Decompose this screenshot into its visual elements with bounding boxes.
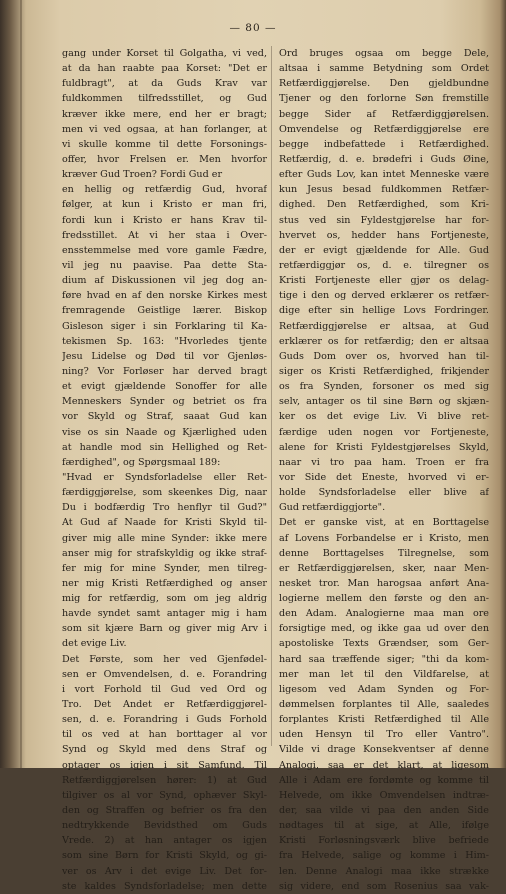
text-line: er Retfærdiggjørelsen, sker, naar Men-	[279, 562, 489, 574]
text-line: tige i den og derved erklærer os retfær-	[279, 290, 489, 302]
text-line: kræver Gud Troen? Fordi Gud er	[62, 169, 223, 181]
page-number: — 80 —	[229, 22, 277, 34]
text-line: tilgiver os al vor Synd, ophæver Skyl-	[62, 789, 267, 801]
text-line: apostoliske Texts Grændser, som Ger-	[279, 638, 489, 650]
text-line: gang under Korset til Golgatha, vi ved,	[62, 48, 267, 59]
text-line: en hellig og retfærdig Gud, hvoraf	[62, 184, 267, 196]
text-line: sen er Omvendelsen, d. e. Forandring	[62, 668, 267, 680]
text-line: Alle i Adam ere fordømte og komme til	[279, 774, 489, 786]
text-line: fremragende Geistlige lærer. Biskop	[62, 305, 267, 317]
text-line: begge Sider af Retfærdiggjørelsen.	[279, 108, 489, 120]
text-line: stus ved sin Fyldestgjørelse har for-	[279, 214, 489, 226]
text-line: holde Syndsforladelse eller blive af	[279, 487, 489, 499]
text-line: vil jeg nu paavise. Paa dette Sta-	[62, 259, 267, 271]
text-line: altsaa i samme Betydning som Ordet	[279, 63, 489, 75]
text-line: os fra Synden, forsoner os med sig	[279, 381, 489, 393]
text-line: dige efter sin hellige Lovs Fordringer.	[279, 305, 489, 317]
text-line: men vi ved ogsaa, at han forlanger, at	[62, 123, 267, 135]
text-line: vi skulle komme til dette Forsonings-	[62, 138, 267, 150]
text-line: forsigtige med, og ikke gaa ud over den	[279, 623, 489, 635]
text-line: Kristi Fortjeneste eller gjør os delag-	[279, 275, 489, 287]
text-line: efter Guds Lov, kan intet Menneske være	[279, 169, 489, 181]
text-line: logierne mellem den første og den an-	[279, 593, 489, 605]
text-line: mer man let til den Vildfarelse, at	[279, 668, 489, 680]
text-line: færdiggjørelse, som skeenkes Dig, naar	[62, 487, 267, 499]
text-line: ensstemmelse med vore gamle Fædre,	[62, 244, 267, 256]
text-line: i vort Forhold til Gud ved Ord og	[62, 683, 267, 695]
text-line: optager os igjen i sit Samfund. Til	[62, 759, 267, 771]
text-line: forplantes Kristi Retfærdighed til Alle	[279, 714, 489, 726]
book-gutter	[20, 0, 22, 768]
text-line: Analogi, saa er det klart, at ligesom	[279, 759, 489, 771]
text-line: ste kaldes Syndsforladelse; men dette	[62, 880, 267, 892]
text-line: at handle mod sin Hellighed og Ret-	[62, 441, 267, 453]
text-line: havde syndet samt antager mig i ham	[62, 608, 267, 620]
text-line: føre hvad en af den norske Kirkes mest	[62, 290, 267, 302]
text-line: nesket tror. Man harogsaa anført Ana-	[279, 577, 489, 589]
text-line: som sine Børn for Kristi Skyld, og gi-	[62, 850, 267, 862]
text-line: giver mig alle mine Synder: ikke mere	[62, 532, 267, 544]
text-line: Guds Dom over os, hvorved han til-	[279, 350, 489, 362]
text-line: At Gud af Naade for Kristi Skyld til-	[62, 517, 267, 529]
text-line: ning? Vor Forløser har derved bragt	[62, 365, 267, 377]
text-line: Vrede. 2) at han antager os igjen	[62, 835, 267, 847]
text-line: naar vi tro paa ham. Troen er fra	[279, 456, 489, 468]
text-line: det evige Liv.	[62, 638, 127, 650]
text-line: Det er ganske vist, at en Borttagelse	[279, 517, 489, 529]
text-line: ligesom ved Adam Synden og For-	[279, 683, 489, 695]
text-line: der er evigt gjældende for Alle. Gud	[279, 244, 489, 256]
left-column	[62, 46, 267, 894]
text-line: ker os det evige Liv. Vi blive ret-	[279, 411, 489, 423]
text-line: til os ved at han borttager al vor	[62, 729, 267, 741]
text-line: dium af Diskussionen vil jeg dog an-	[62, 275, 267, 287]
text-line: fra Helvede, salige og komme i Him-	[279, 850, 489, 862]
text-line: Det Første, som her ved Gjenfødel-	[62, 653, 267, 665]
text-line: fordi kun i Kristo er hans Krav til-	[62, 214, 267, 226]
text-line: begge indbefattede i Retfærdighed.	[279, 138, 489, 150]
text-line: Helvede, om ikke Omvendelsen indtræ-	[279, 789, 489, 801]
text-line: uden Hensyn til Tro eller Vantro".	[279, 729, 489, 741]
text-line: Menneskers Synder og betriet os fra	[62, 396, 267, 408]
text-line: fuldkommen tilfredsstillet, og Gud	[62, 93, 267, 105]
text-line: fredsstillet. At vi her staa i Over-	[62, 229, 267, 241]
text-line: kun Jesus besad fuldkommen Retfær-	[279, 184, 489, 196]
text-line: siger os Kristi Retfærdighed, frikjender	[279, 365, 489, 377]
text-line: Retfærdig, d. e. brødefri i Guds Øine,	[279, 153, 489, 165]
text-line: færdighed", og Spørgsmaal 189:	[62, 456, 221, 468]
text-line: den Adam. Analogierne maa man ore	[279, 608, 489, 620]
text-line: Gisleson siger i sin Forklaring til Ka-	[62, 320, 267, 332]
text-line: kræver ikke mere, end her er bragt;	[62, 108, 267, 120]
text-line: Tro. Det Andet er Retfærdiggjørel-	[62, 699, 267, 711]
text-line: alene for Kristi Fyldestgjørelses Skyld,	[279, 441, 489, 453]
text-line: tekismen Sp. 163: "Hvorledes tjente	[62, 335, 267, 347]
text-line: Kristi Forløsningsværk blive befriede	[279, 835, 489, 847]
text-line: dighed. Den Retfærdighed, som Kri-	[279, 199, 489, 211]
text-line: Synd og Skyld med dens Straf og	[62, 744, 267, 756]
text-line: Retfærdiggjørelse er altsaa, at Gud	[279, 320, 489, 332]
text-line: Gud retfærdiggjorte".	[279, 502, 386, 514]
text-line: følger, at kun i Kristo er man fri,	[62, 199, 267, 211]
text-line: vise os sin Naade og Kjærlighed uden	[62, 426, 267, 438]
text-line: Retfærdiggjørelsen hører: 1) at Gud	[62, 774, 267, 786]
text-line: offer, hvor Frelsen er. Men hvorfor	[62, 153, 267, 165]
column-divider	[271, 46, 272, 746]
text-line: vor Skyld og Straf, saaat Gud kan	[62, 411, 267, 423]
text-line: Ord bruges ogsaa om begge Dele,	[279, 48, 489, 59]
text-line: Retfærdiggjørelse. Den gjeldbundne	[279, 78, 489, 90]
text-line: at da han raabte paa Korset: "Det er	[62, 63, 267, 75]
text-line: vor Side det Eneste, hvorved vi er-	[279, 471, 489, 483]
text-line: denne Borttagelses Tilregnelse, som	[279, 547, 489, 559]
text-line: færdige uden nogen vor Fortjeneste,	[279, 426, 489, 438]
text-line: dømmelsen forplantes til Alle, saaledes	[279, 699, 489, 711]
text-line: len. Denne Analogi maa ikke strække	[279, 865, 489, 877]
text-line: ver os Arv i det evige Liv. Det for-	[62, 865, 267, 877]
text-line: Tjener og den forlorne Søn fremstille	[279, 93, 489, 105]
text-line: Omvendelse og Retfærdiggjørelse ere	[279, 123, 489, 135]
text-line: den og Straffen og befrier os fra den	[62, 805, 267, 817]
text-line: anser mig for strafskyldig og ikke straf-	[62, 547, 267, 559]
text-line: et evigt gjældende Sonoffer for alle	[62, 381, 267, 393]
text-line: der, saa vilde vi paa den anden Side	[279, 805, 489, 817]
right-column	[279, 46, 489, 894]
text-line: sig videre, end som Rosenius saa vak-	[279, 880, 489, 892]
text-line: fer mig for mine Synder, men tilreg-	[62, 562, 267, 574]
text-line: selv, antager os til sine Børn og skjæn-	[279, 396, 489, 408]
text-line: Du i bodfærdig Tro henflyr til Gud?"	[62, 502, 267, 514]
text-line: ner mig Kristi Retfærdighed og anser	[62, 577, 267, 589]
text-line: hard saa træffende siger; "thi da kom-	[279, 653, 489, 665]
text-line: af Lovens Forbandelse er i Kristo, men	[279, 532, 489, 544]
text-line: Vilde vi drage Konsekventser af denne	[279, 744, 489, 756]
text-line: nødtages til at sige, at Alle, ifølge	[279, 820, 489, 832]
text-line: fuldbragt", at da Guds Krav var	[62, 78, 267, 90]
text-line: "Hvad er Syndsforladelse eller Ret-	[62, 471, 267, 483]
text-line: hvervet os, hedder hans Fortjeneste,	[279, 229, 489, 241]
text-line: retfærdiggjør os, d. e. tilregner os	[279, 259, 489, 271]
text-line: nedtrykkende Bevidsthed om Guds	[62, 820, 267, 832]
text-line: som sit kjære Barn og giver mig Arv i	[62, 623, 267, 635]
text-line: Jesu Lidelse og Død til vor Gjenløs-	[62, 350, 267, 362]
text-line: sen, d. e. Forandring i Guds Forhold	[62, 714, 267, 726]
text-line: mig for retfærdig, som om jeg aldrig	[62, 593, 267, 605]
text-line: erklærer os for retfærdig; den er altsaa	[279, 335, 489, 347]
